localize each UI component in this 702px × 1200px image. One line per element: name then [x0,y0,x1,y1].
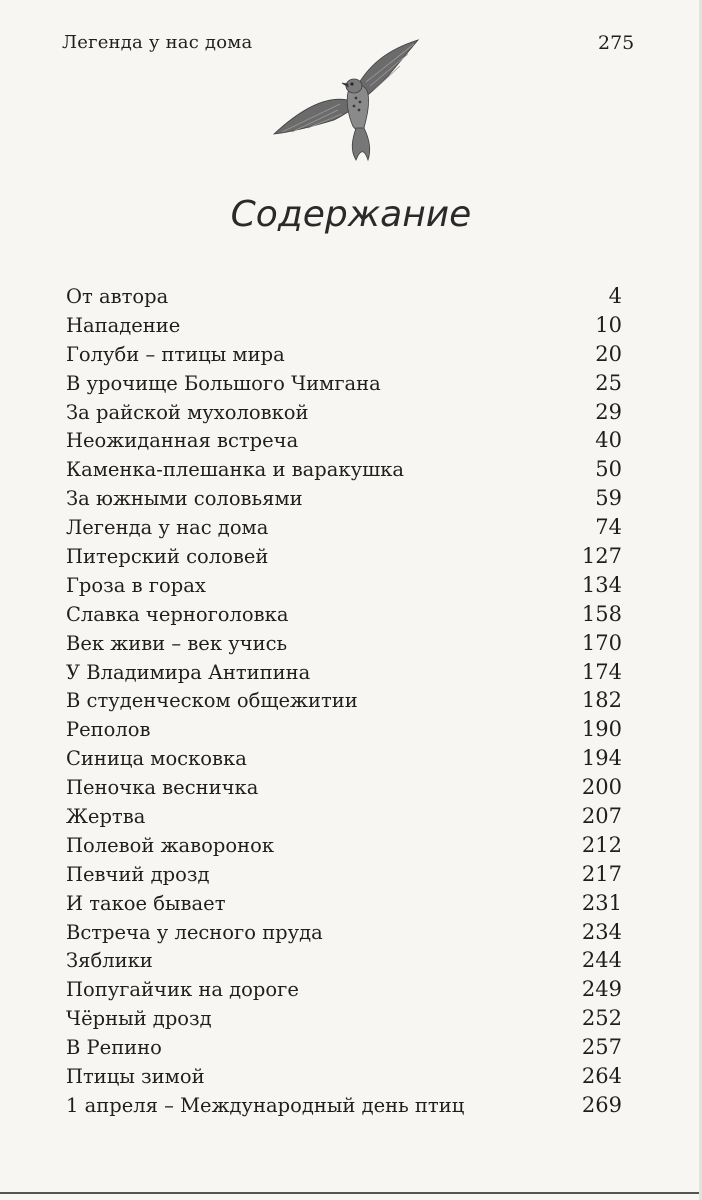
toc-entry-page: 29 [595,399,622,424]
toc-entry [66,660,622,689]
toc-entry [66,486,622,515]
toc-entry [66,428,622,457]
toc-entry-page: 252 [581,1006,622,1031]
toc-entry [66,1006,622,1035]
toc-entry [66,688,622,717]
toc-entry [66,313,622,342]
toc-entry-page: 25 [595,370,622,395]
toc-entry-page: 127 [581,544,622,569]
toc-entry-page: 182 [581,688,622,713]
toc-entry [66,920,622,949]
toc-entry [66,515,622,544]
toc-entry-title: Попугайчик на дороге [66,978,299,1002]
toc-entry-title: Каменка-плешанка и варакушка [66,458,405,482]
toc-entry-title: Гроза в горах [66,573,206,597]
toc-entry-page: 59 [595,486,622,511]
toc-entry-title: Встреча у лесного пруда [66,920,323,944]
toc-entry-page: 231 [581,890,622,915]
toc-entry [66,602,622,631]
toc-entry-title: Питерский соловей [66,545,269,569]
toc-entry-title: Пеночка весничка [66,776,259,800]
toc-entry [66,1035,622,1064]
toc-entry [66,284,622,313]
toc-title: Содержание [230,194,472,235]
toc-entry-title: Птицы зимой [66,1065,205,1089]
toc-entry-title: Жертва [66,805,146,829]
toc-entry-page: 40 [595,428,622,453]
toc-entry-title: От автора [66,285,169,308]
toc-entry-title: За южными соловьями [66,487,303,511]
toc-entry-title: Чёрный дрозд [66,1007,212,1031]
toc-entry-title: Славка черноголовка [66,602,289,626]
toc-entry-title: У Владимира Антипина [66,660,311,684]
toc-entry [66,544,622,573]
toc-entry [66,948,622,977]
toc-entry-title: Век живи – век учись [66,631,288,655]
toc-entry-title: Неожиданная встреча [66,429,299,453]
toc-entry [66,400,622,429]
toc-entry [66,833,622,862]
toc-entry [66,631,622,660]
toc-entry-title: Нападение [66,313,181,337]
toc-entry-title: За райской мухоловкой [66,400,309,424]
toc-entry [66,775,622,804]
bottom-edge-line [0,1192,702,1194]
toc-entry [66,977,622,1006]
toc-entry-page: 244 [581,948,622,973]
toc-entry [66,1093,622,1122]
toc-entry-page: 207 [581,804,622,829]
toc-entry-page: 200 [581,775,622,800]
toc-entry [66,804,622,833]
toc-entry-page: 249 [581,977,622,1002]
toc-entry-title: Зяблики [66,949,153,973]
toc-entry-title: Полевой жаворонок [66,833,275,857]
table-of-contents [66,284,622,1122]
toc-entry-title: Реполов [66,718,151,742]
toc-entry-title: Голуби – птицы мира [66,342,285,366]
running-title: Легенда у нас дома [62,32,253,53]
toc-entry-page: 50 [595,457,622,482]
toc-entry-page: 134 [581,572,622,597]
toc-entry-page: 158 [581,601,622,626]
toc-entry-title: В студенческом общежитии [66,689,358,713]
flying-bird-icon [268,36,428,166]
toc-entry-page: 4 [608,284,622,308]
toc-entry-title: Синица московка [66,747,247,771]
toc-entry-title: 1 апреля – Международный день птиц [66,1093,465,1117]
toc-entry-title: И такое бывает [66,891,226,915]
toc-entry-page: 194 [581,746,622,771]
toc-entry-page: 20 [595,341,622,366]
toc-entry [66,862,622,891]
page-number: 275 [598,32,635,54]
toc-entry-page: 269 [581,1092,622,1117]
toc-entry [66,891,622,920]
toc-entry [66,457,622,486]
toc-entry-page: 264 [581,1064,622,1089]
toc-entry-page: 74 [595,515,622,540]
toc-entry [66,371,622,400]
toc-entry [66,746,622,775]
toc-entry-page: 234 [581,919,622,944]
toc-entry-title: Певчий дрозд [66,862,210,886]
toc-entry-page: 174 [581,659,622,684]
toc-entry-page: 10 [595,312,622,337]
toc-entry [66,573,622,602]
toc-entry-page: 217 [581,861,622,886]
toc-entry-page: 190 [581,717,622,742]
toc-entry [66,1064,622,1093]
toc-entry-page: 212 [581,832,622,857]
toc-entry-page: 257 [581,1035,622,1060]
toc-entry-title: В Репино [66,1036,162,1060]
toc-entry-page: 170 [581,630,622,655]
toc-entry [66,342,622,371]
toc-entry-title: Легенда у нас дома [66,516,269,540]
toc-entry-title: В урочище Большого Чимгана [66,371,381,395]
toc-entry [66,717,622,746]
